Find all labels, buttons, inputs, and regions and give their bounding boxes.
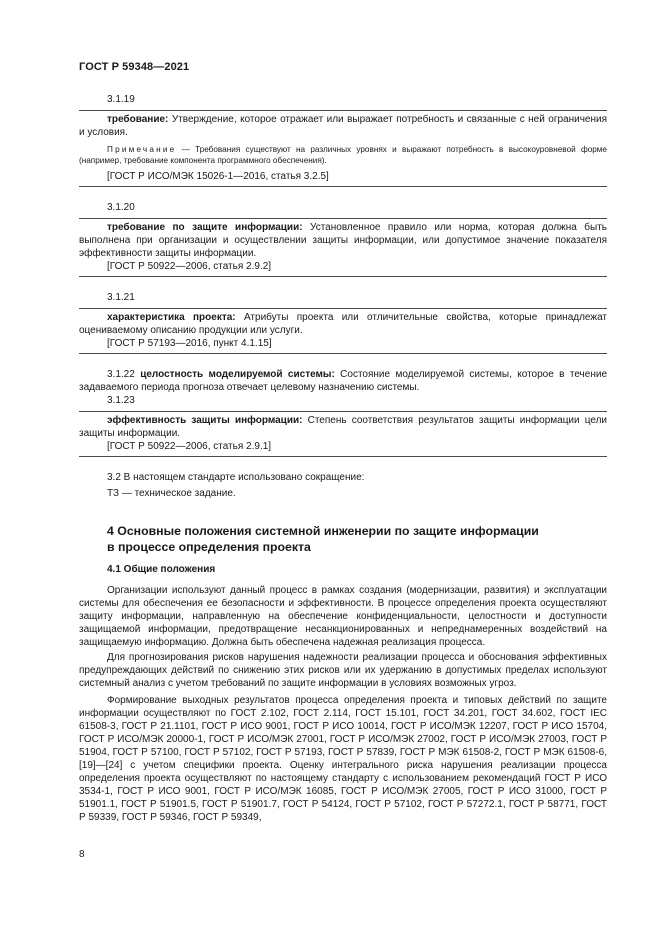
term-name: эффективность защиты информации:	[107, 415, 303, 426]
term-name: характеристика проекта:	[107, 312, 236, 323]
term-definition-3-1-19	[79, 113, 607, 139]
term-number: 3.1.22	[107, 369, 135, 380]
term-definition-text: Установленное правило или норма, которая должна быть выполнена при организации и осуществлении защиты информации, или допустимое значение показателя эффективности защиты информации.	[79, 222, 607, 259]
term-definition-3-1-20	[79, 221, 607, 260]
term-number-3-1-20: 3.1.20	[107, 202, 135, 213]
term-number-3-1-23: 3.1.23	[107, 395, 135, 406]
term-name: целостность моделируемой системы:	[140, 369, 335, 380]
term-source-3-1-19: [ГОСТ Р ИСО/МЭК 15026-1—2016, статья 3.2.5]	[107, 171, 329, 182]
abbreviation-item: ТЗ — техническое задание.	[107, 488, 236, 499]
note-text: — Требования существуют на различных уровнях и выражают потребность в высокоуровневой форме (например, требование компонента программного обеспечения).	[79, 145, 607, 165]
term-box-3-1-19	[79, 110, 607, 187]
abbreviation-intro: 3.2 В настоящем стандарте использовано сокращение:	[107, 472, 365, 483]
section-4-title-line-2: в процессе определения проекта	[107, 540, 311, 554]
term-source-3-1-21: [ГОСТ Р 57193—2016, пункт 4.1.15]	[107, 338, 272, 349]
page-content	[79, 93, 607, 824]
section-4-1-paragraph-3: Формирование выходных результатов процесса определения проекта и типовых действий по защите информации осуществляют по ГОСТ 2.102, ГОСТ 2.114, ГОСТ 15.101, ГОСТ 34.201, ГОСТ 34.602, ГОСТ IEC 61508-3, ГОСТ Р 21.1101, ГОСТ Р ИСО 9001, ГОСТ Р ИСО 10014, ГОСТ Р ИСО/МЭК 12207, ГОСТ Р ИСО 15704, ГОСТ Р ИСО/МЭК 20000-1, ГОСТ Р ИСО/МЭК 27001, ГОСТ Р ИСО/МЭК 27002, ГОСТ Р ИСО/МЭК 27003, ГОСТ Р 51904, ГОСТ Р 57100, ГОСТ Р 57102, ГОСТ Р 57193, ГОСТ Р 57839, ГОСТ Р МЭК 61508-2, ГОСТ Р МЭК 61508-6, [19]—[24] с учетом специфики проекта. Оценку интегрального риска нарушения реализации процесса определения проекта осуществляют по настоящему стандарту с использованием рекомендаций ГОСТ Р ИСО 3534-1, ГОСТ Р ИСО 9001, ГОСТ Р ИСО/МЭК 16085, ГОСТ Р ИСО/МЭК 27005, ГОСТ Р ИСО 31000, ГОСТ Р 51901.1, ГОСТ Р 51901.5, ГОСТ Р 51901.7, ГОСТ Р 54124, ГОСТ Р 57102, ГОСТ Р 57272.1, ГОСТ Р 58771, ГОСТ Р 59339, ГОСТ Р 59346, ГОСТ Р 59349,	[79, 695, 607, 823]
subsection-4-1-title: 4.1 Общие положения	[107, 564, 216, 575]
term-source-3-1-23: [ГОСТ Р 50922—2006, статья 2.9.1]	[107, 441, 272, 452]
term-box-3-1-20	[79, 218, 607, 277]
term-definition-3-1-23	[79, 414, 607, 440]
note-label: Примечание	[107, 145, 177, 154]
term-definition-text: Утверждение, которое отражает или выражает потребность и связанные с ней ограничения и условия.	[79, 114, 607, 138]
term-definition-text: Состояние моделируемой системы, которое в течение задаваемого периода прогноза отвечает целевому назначению системы.	[79, 369, 607, 393]
term-definition-text: Степень соответствия результатов защиты информации цели защиты информации.	[79, 415, 607, 439]
section-4-1-paragraph-1: Организации используют данный процесс в рамках создания (модернизации, развития) и эксплуатации системы для обеспечения ее безопасности и эффективности. В процессе определения проекта осуществляют защиту информации, направленную на обеспечение конфиденциальности, целостности и доступности защищаемой информации, предотвращение несанкционированных и непреднамеренных воздействий на защищаемую информацию. Должна быть обеспечена надежная реализация процесса.	[79, 585, 607, 648]
document-code-header: ГОСТ Р 59348—2021	[79, 61, 190, 73]
term-note-3-1-19	[79, 144, 607, 166]
term-name: требование:	[107, 114, 169, 125]
term-number-3-1-19: 3.1.19	[107, 94, 135, 105]
section-4-1-paragraph-2: Для прогнозирования рисков нарушения надежности реализации процесса и обоснования эффективных предупреждающих действий по снижению этих рисков или их удержанию в допустимых пределах используют системный анализ с учетом требований по защите информации в условиях возможных угроз.	[79, 652, 607, 689]
term-source-3-1-20: [ГОСТ Р 50922—2006, статья 2.9.2]	[107, 261, 272, 272]
term-definition-text: Атрибуты проекта или отличительные свойства, которые принадлежат оцениваемому описанию продукции или услуги.	[79, 312, 607, 336]
term-definition-3-1-22	[79, 368, 607, 394]
term-number-3-1-21: 3.1.21	[107, 292, 135, 303]
term-box-3-1-23	[79, 411, 607, 457]
page-number: 8	[79, 849, 85, 860]
section-4-title-line-1: 4 Основные положения системной инженерии по защите информации	[107, 524, 539, 538]
term-name: требование по защите информации:	[107, 222, 303, 233]
term-definition-3-1-21	[79, 311, 607, 337]
term-box-3-1-21	[79, 308, 607, 354]
